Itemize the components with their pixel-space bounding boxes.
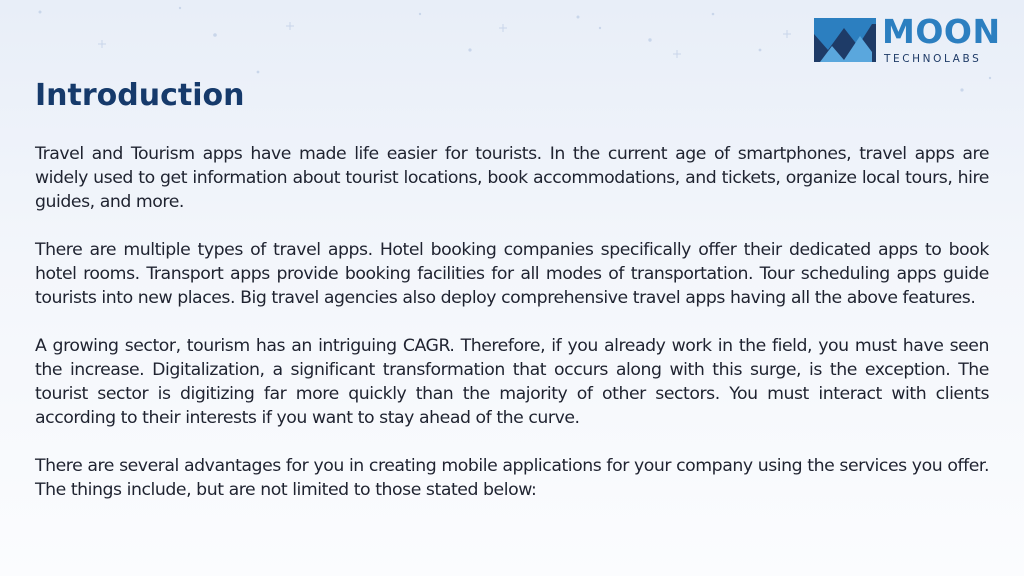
paragraph-intro: Travel and Tourism apps have made life easier for tourists. In the current age of smartphones, travel apps are widely used to get information about tourist locations, book accommodations, and tickets, organize local tours, hire guides, and more. [35, 144, 989, 212]
brand-name: MOON [882, 12, 1001, 51]
paragraph-advantages: There are several advantages for you in creating mobile applications for your company using the services you offer. The things include, but are not limited to those stated below: [35, 456, 989, 500]
paragraph-growth: A growing sector, tourism has an intriguing CAGR. Therefore, if you already work in the field, you must have seen the increase. Digitalization, a significant transformation that occurs along with this surge, is the exception. The tourist sector is digitizing far more quickly than the majority of other sectors. You must interact with clients according to their interests if you want to stay ahead of the curve. [35, 336, 989, 428]
paragraph-types: There are multiple types of travel apps. Hotel booking companies specifically offer their dedicated apps to book hotel rooms. Transport apps provide booking facilities for all modes of transportation. Tour scheduling apps guide tourists into new places. Big travel agencies also deploy comprehensive travel apps having all the above features. [35, 240, 989, 308]
moon-technolabs-logo [814, 12, 1008, 66]
page-title: Introduction [35, 78, 245, 113]
moon-logo-mark-icon [814, 16, 876, 64]
body-content [35, 142, 989, 526]
brand-subtitle: TECHNOLABS [884, 53, 982, 65]
